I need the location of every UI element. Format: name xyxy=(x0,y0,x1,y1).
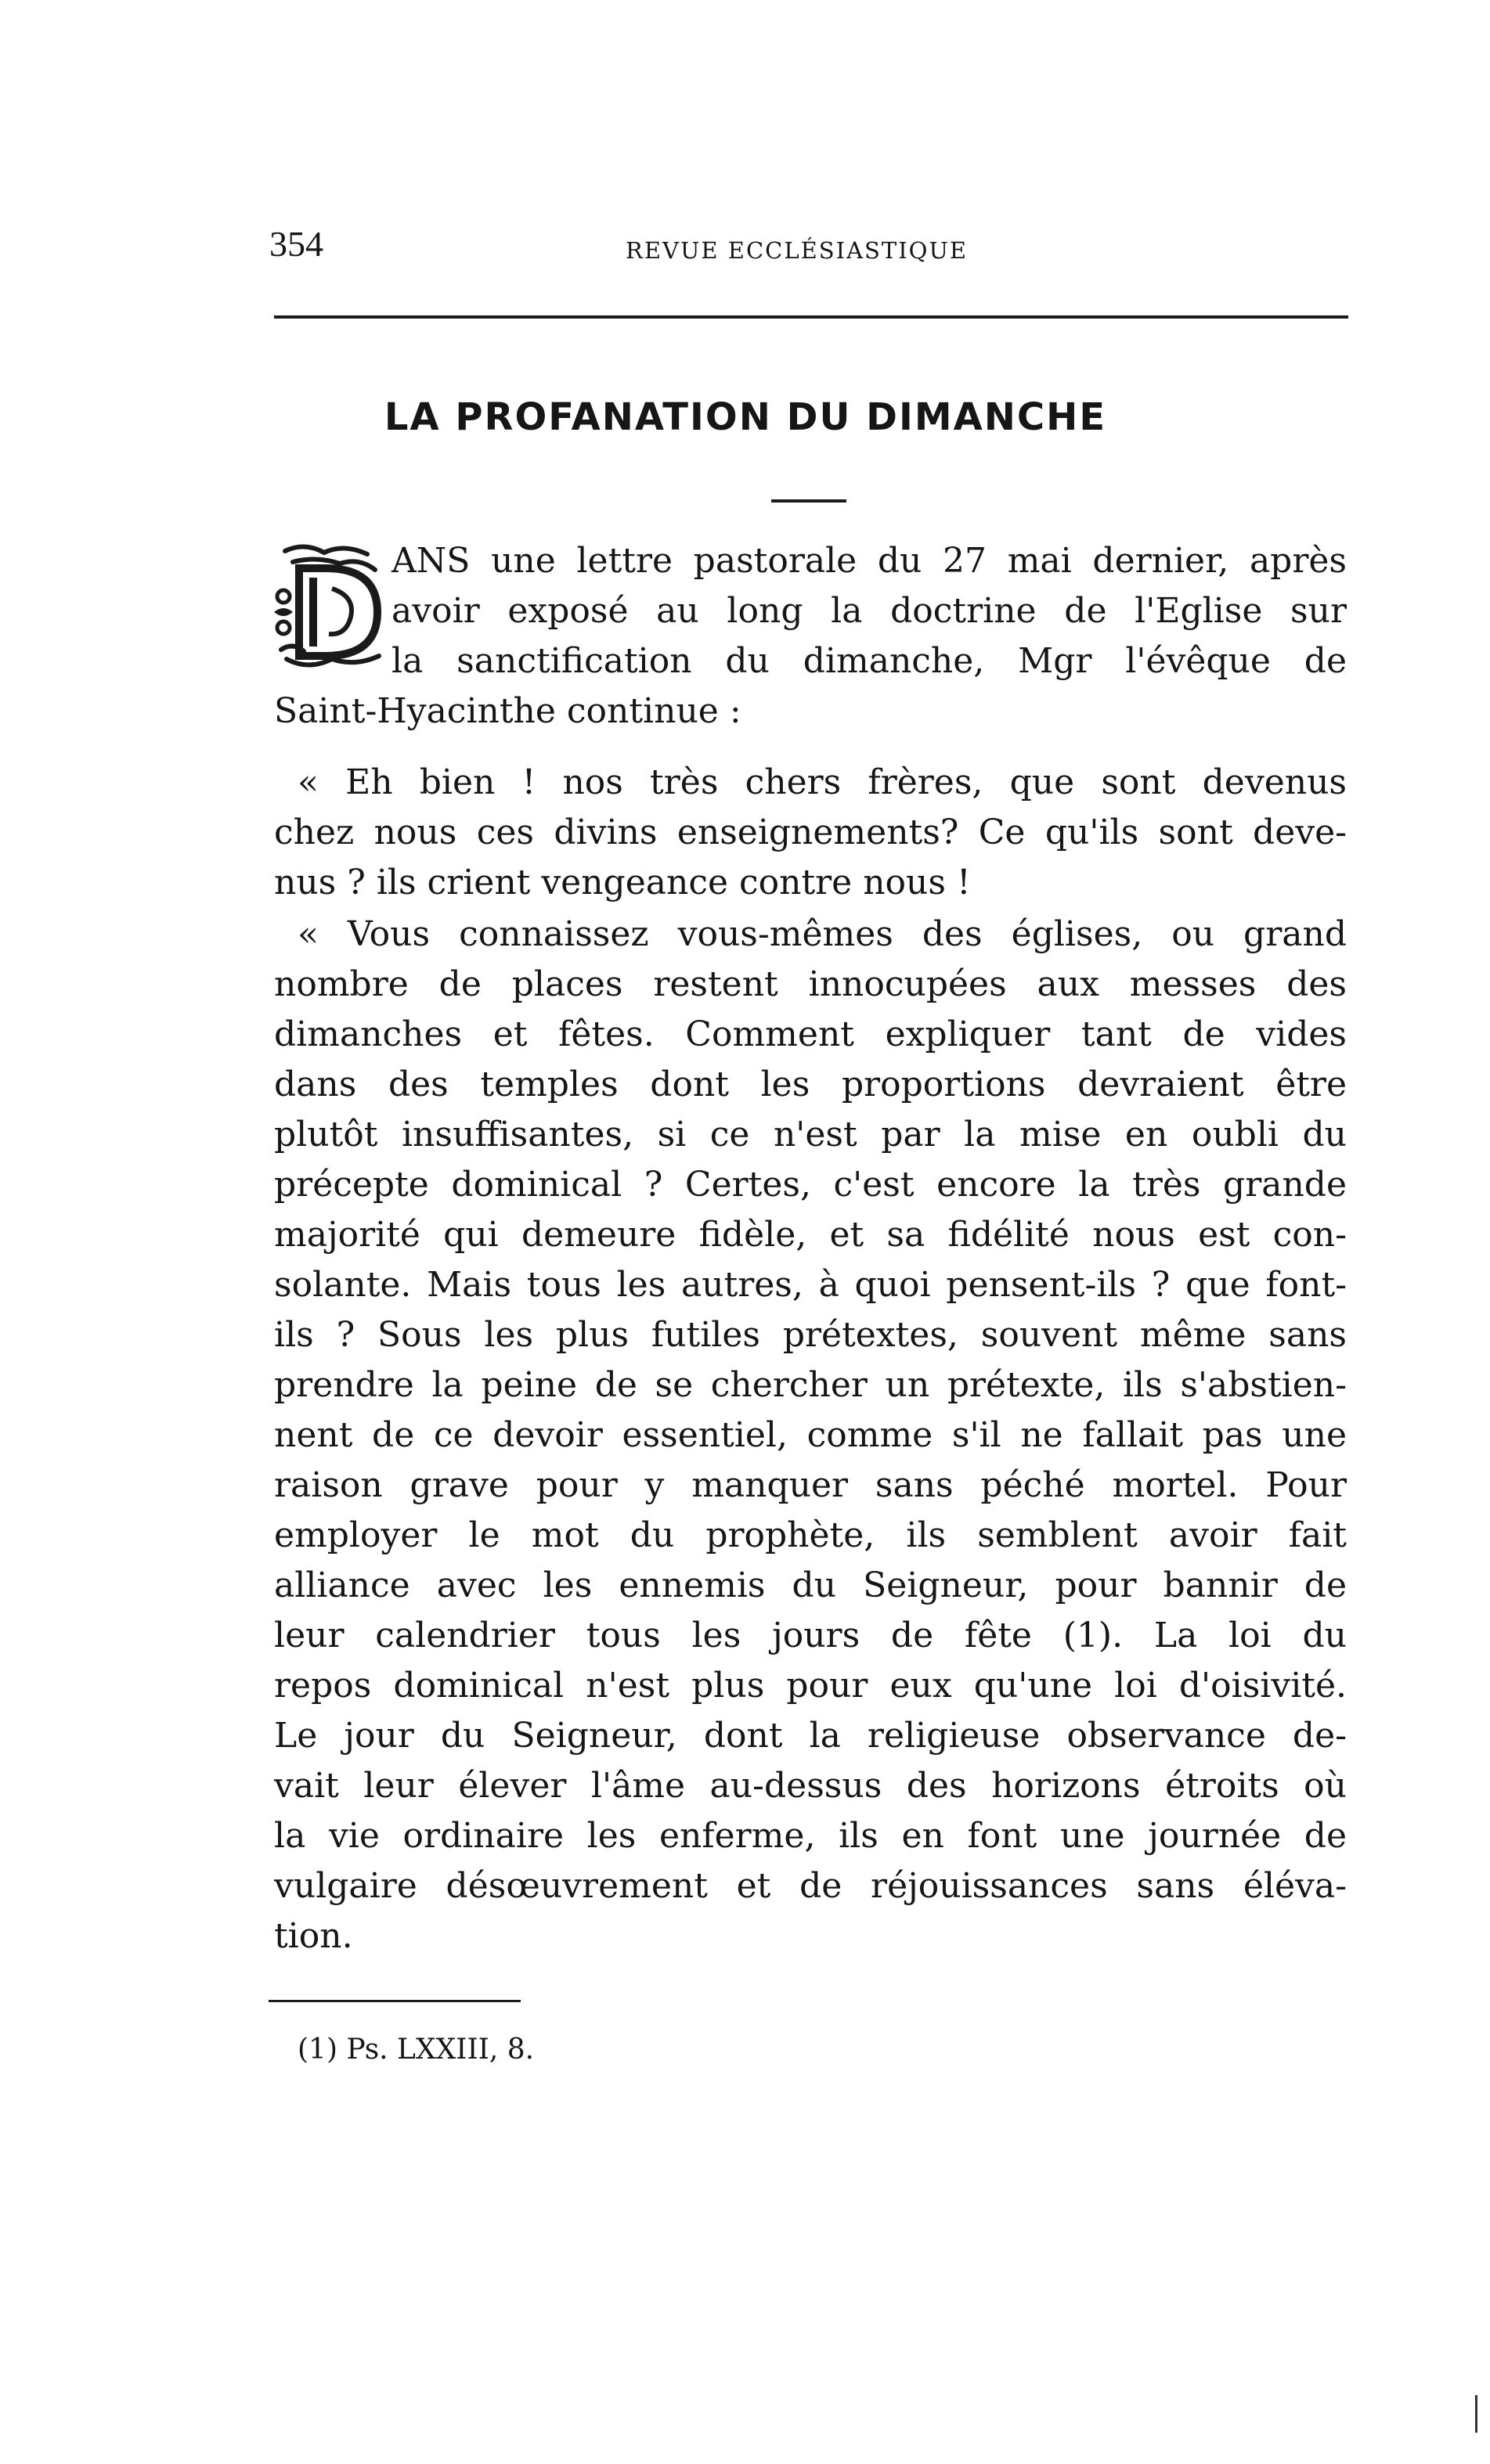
text-line: précepte dominical ? Certes, c'est encore la très grande xyxy=(274,1165,1347,1205)
text-line: chez nous ces divins enseignements? Ce qu'ils sont deve- xyxy=(274,812,1347,852)
text-line: leur calendrier tous les jours de fête (1). La loi du xyxy=(274,1616,1347,1655)
text-line: Saint-Hyacinthe continue : xyxy=(274,691,741,731)
text-line: ils ? Sous les plus futiles prétextes, souvent même sans xyxy=(274,1315,1347,1355)
text-line: nus ? ils crient vengeance contre nous ! xyxy=(274,863,971,902)
page-number: 354 xyxy=(269,224,323,264)
text-line: repos dominical n'est plus pour eux qu'une loi d'oisivité. xyxy=(274,1666,1347,1706)
text-line: dimanches et fêtes. Comment expliquer tant de vides xyxy=(274,1014,1347,1054)
text-line: vait leur élever l'âme au-dessus des horizons étroits où xyxy=(274,1766,1347,1806)
text-line: vulgaire désœuvrement et de réjouissances sans éléva- xyxy=(274,1866,1347,1906)
text-line: ANS une lettre pastorale du 27 mai dernier, après xyxy=(391,541,1347,581)
margin-mark xyxy=(1475,2395,1477,2433)
title-rule xyxy=(771,499,846,503)
article-title: LA PROFANATION DU DIMANCHE xyxy=(384,395,1107,439)
header-rule xyxy=(274,315,1348,319)
text-line: employer le mot du prophète, ils semblent avoir fait xyxy=(274,1515,1347,1555)
text-line: nombre de places restent innocupées aux messes des xyxy=(274,964,1347,1004)
text-line: dans des temples dont les proportions devraient être xyxy=(274,1064,1347,1104)
running-head: REVUE ECCLÉSIASTIQUE xyxy=(626,237,969,264)
paragraph-2 xyxy=(274,758,1347,908)
page-header xyxy=(269,223,1348,270)
text-line: la vie ordinaire les enferme, ils en font une journée de xyxy=(274,1816,1347,1856)
text-line: majorité qui demeure fidèle, et sa fidélité nous est con- xyxy=(274,1215,1347,1255)
text-line: la sanctification du dimanche, Mgr l'évêque de xyxy=(391,641,1347,681)
text-line: alliance avec les ennemis du Seigneur, pour bannir de xyxy=(274,1565,1347,1605)
footnote: (1) Ps. LXXIII, 8. xyxy=(298,2034,535,2066)
text-line: « Eh bien ! nos très chers frères, que sont devenus xyxy=(298,762,1347,802)
text-line: prendre la peine de se chercher un prétexte, ils s'abstien- xyxy=(274,1365,1347,1405)
text-line: raison grave pour y manquer sans péché mortel. Pour xyxy=(274,1465,1347,1505)
text-line: tion. xyxy=(274,1916,353,1956)
footnote-rule xyxy=(269,2000,521,2002)
text-line: solante. Mais tous les autres, à quoi pensent-ils ? que font- xyxy=(274,1265,1347,1305)
text-line: avoir exposé au long la doctrine de l'Eglise sur xyxy=(391,591,1347,631)
text-line: nent de ce devoir essentiel, comme s'il ne fallait pas une xyxy=(274,1415,1347,1455)
text-line: Le jour du Seigneur, dont la religieuse observance de- xyxy=(274,1716,1347,1756)
text-line: « Vous connaissez vous-mêmes des églises, ou grand xyxy=(298,914,1347,954)
text-line: plutôt insuffisantes, si ce n'est par la mise en oubli du xyxy=(274,1115,1347,1155)
paragraph-3 xyxy=(274,910,1347,1961)
paragraph-1 xyxy=(274,536,1347,737)
